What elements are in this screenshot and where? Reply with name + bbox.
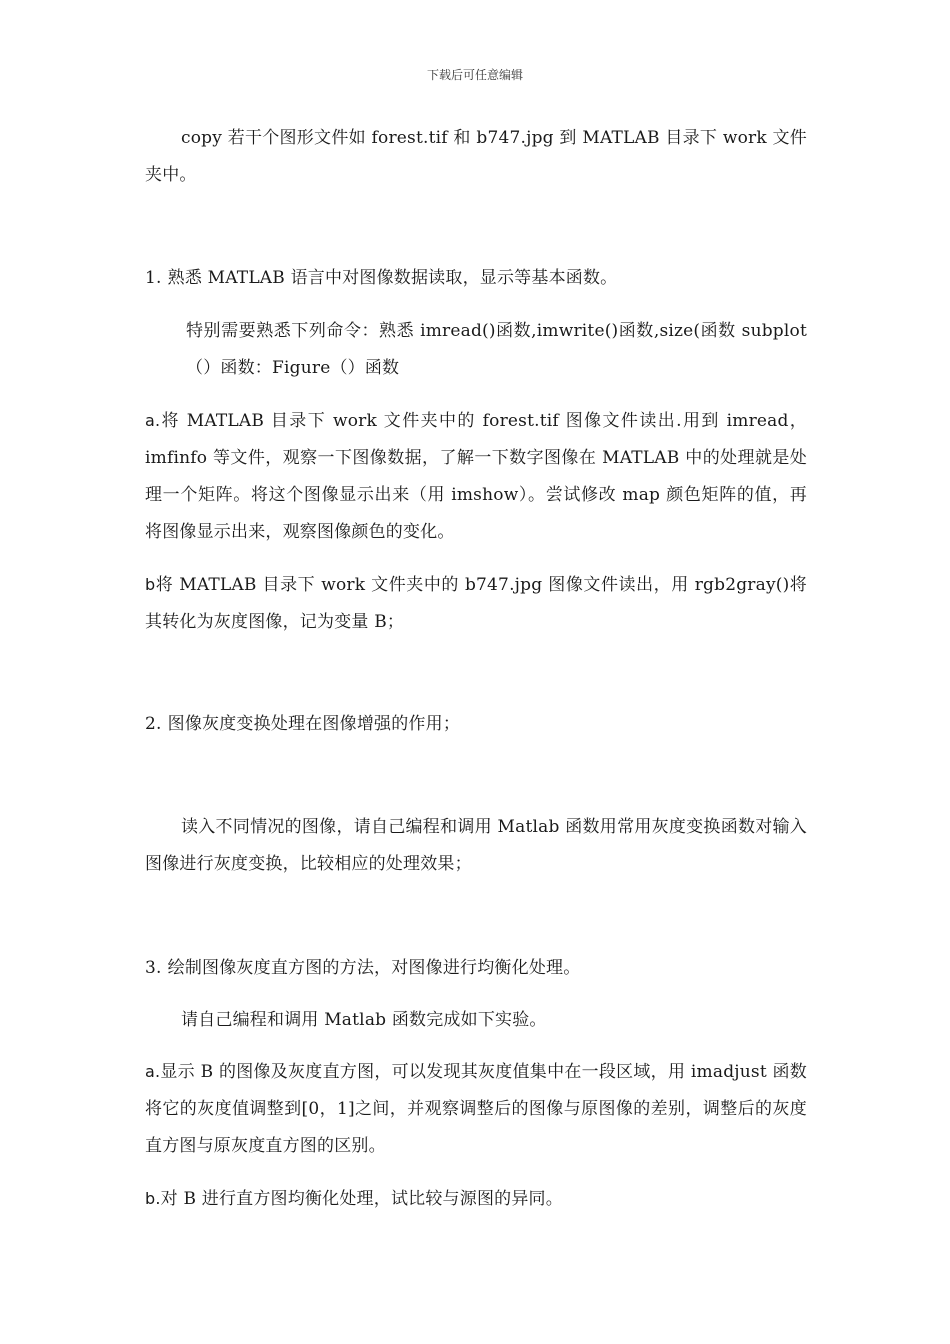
page-header: 下载后可任意编辑: [426, 68, 523, 82]
section-1-note: 特别需要熟悉下列命令：熟悉 imread()函数,imwrite()函数,size(函数 subplot（）函数：Figure（）函数: [186, 321, 807, 378]
section-2-heading: [145, 706, 807, 743]
section-3-item-a: [145, 1053, 807, 1165]
section-2-body: 读入不同情况的图像，请自己编程和调用 Matlab 函数用常用灰度变换函数对输入图像进行灰度变换，比较相应的处理效果；: [145, 817, 807, 874]
section-3-item-b: [145, 1180, 807, 1218]
section-1-heading: [145, 260, 807, 297]
section-number: 2.: [145, 714, 162, 734]
section-number: 1.: [145, 268, 162, 288]
section-1-item-b: [145, 566, 807, 641]
item-text: 将 MATLAB 目录下 work 文件夹中的 b747.jpg 图像文件读出，用 rgb2gray()将其转化为灰度图像，记为变量 B；: [145, 575, 807, 632]
item-label: a.: [145, 1062, 161, 1081]
item-label: a.: [145, 411, 161, 430]
section-title: 绘制图像灰度直方图的方法，对图像进行均衡化处理。: [167, 958, 581, 978]
item-text: 显示 B 的图像及灰度直方图，可以发现其灰度值集中在一段区域，用 imadjust 函数将它的灰度值调整到[0，1]之间，并观察调整后的图像与原图像的差别，调整后的灰度直方图与原灰度直方图的区别。: [145, 1062, 807, 1156]
section-number: 3.: [145, 958, 162, 978]
item-text: 将 MATLAB 目录下 work 文件夹中的 forest.tif 图像文件读出.用到 imread，imfinfo 等文件，观察一下图像数据，了解一下数字图像在 MATLAB 中的处理就是处理一个矩阵。将这个图像显示出来（用 imshow）。尝试修改 map 颜色矩阵的值，再将图像显示出来，观察图像颜色的变化。: [145, 411, 807, 542]
section-title: 图像灰度变换处理在图像增强的作用；: [167, 714, 461, 734]
section-title: 熟悉 MATLAB 语言中对图像数据读取，显示等基本函数。: [167, 268, 618, 288]
section-3-heading: [145, 950, 807, 987]
section-3-body: 请自己编程和调用 Matlab 函数完成如下实验。: [181, 1010, 547, 1030]
item-label: b.: [145, 1189, 161, 1208]
intro-paragraph: copy 若干个图形文件如 forest.tif 和 b747.jpg 到 MATLAB 目录下 work 文件夹中。: [145, 128, 807, 185]
item-label: b: [145, 575, 156, 594]
section-1-item-a: [145, 402, 807, 551]
item-text: 对 B 进行直方图均衡化处理，试比较与源图的异同。: [160, 1189, 563, 1209]
